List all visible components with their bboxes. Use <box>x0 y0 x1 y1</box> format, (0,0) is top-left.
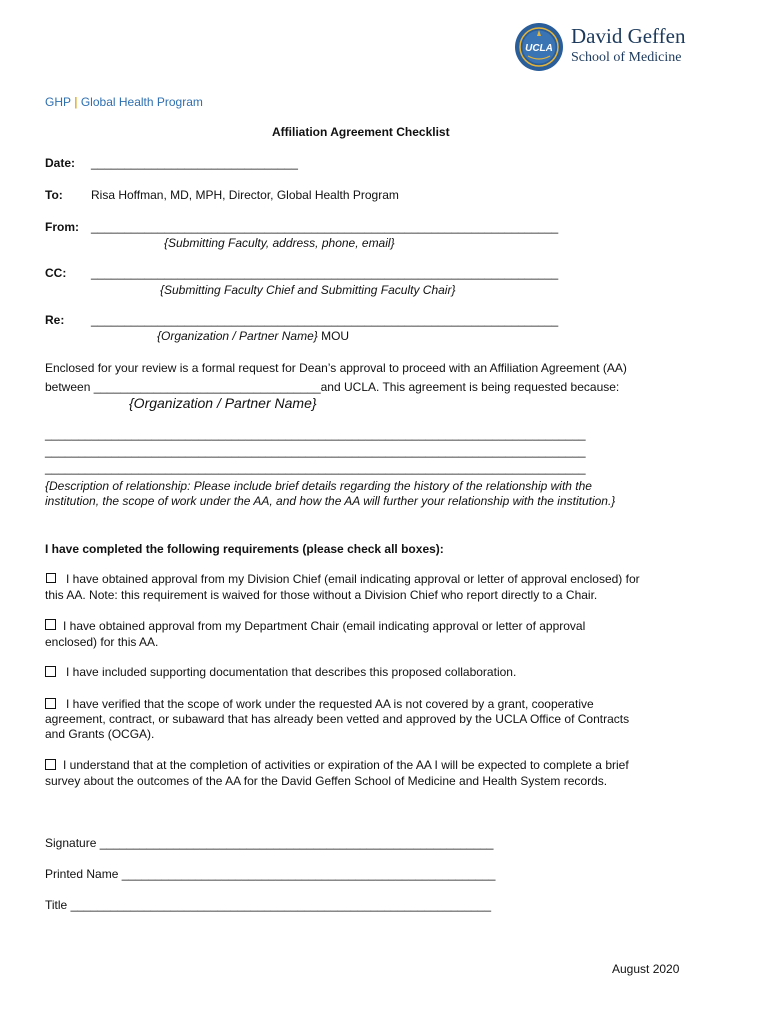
printed-name-label: Printed Name <box>45 867 119 881</box>
requirement-checkbox-4[interactable] <box>45 698 56 709</box>
description-hint-line1: {Description of relationship: Please include brief details regarding the history of the relationship with the <box>45 479 592 493</box>
org-blank: between __________________________________ <box>45 380 321 394</box>
ghp-abbrev: GHP <box>45 95 71 109</box>
cc-hint: {Submitting Faculty Chief and Submitting Faculty Chair} <box>160 283 456 297</box>
date-field-line: _______________________________ <box>91 156 298 170</box>
reason-line-3: _________________________________________________________________________________ <box>45 461 586 475</box>
request-paragraph-line2 <box>45 380 619 395</box>
requirement-5-line2: survey about the outcomes of the AA for the David Geffen School of Medicine and Health System records. <box>45 774 608 788</box>
printed-name-row <box>45 867 495 882</box>
from-field-line: ______________________________________________________________________ <box>91 220 559 234</box>
reason-line-2: _________________________________________________________________________________ <box>45 444 586 458</box>
requirements-heading: I have completed the following requirements (please check all boxes): <box>45 542 444 556</box>
title-label: Title <box>45 898 68 912</box>
requirement-3-line1: I have included supporting documentation that describes this proposed collaboration. <box>66 665 517 679</box>
requirement-4-line2: agreement, contract, or subaward that has already been vetted and approved by the UCLA Office of Contracts <box>45 712 630 726</box>
requirement-5-line1: I understand that at the completion of activities or expiration of the AA I will be expected to complete a brief <box>63 758 629 772</box>
to-value: Risa Hoffman, MD, MPH, Director, Global Health Program <box>91 188 399 202</box>
requirement-checkbox-2[interactable] <box>45 619 56 630</box>
org-hint: {Organization / Partner Name} <box>129 395 317 411</box>
page-title: Affiliation Agreement Checklist <box>272 125 450 139</box>
header-separator: | <box>74 95 78 109</box>
program-header <box>45 95 203 110</box>
ucla-seal-icon <box>514 22 564 72</box>
seal-text: UCLA <box>525 43 553 54</box>
request-paragraph-end: and UCLA. This agreement is being requested because: <box>320 380 620 394</box>
dgsom-logo <box>514 20 684 76</box>
re-field-line: ______________________________________________________________________ <box>91 313 559 327</box>
cc-field-line: ______________________________________________________________________ <box>91 266 559 280</box>
requirement-2-line1: I have obtained approval from my Department Chair (email indicating approval or letter of approval <box>63 619 586 633</box>
signature-line[interactable]: ___________________________________________________________ <box>99 836 494 850</box>
re-hint: {Organization / Partner Name} <box>157 329 318 343</box>
from-label: From: <box>45 220 79 234</box>
signature-label: Signature <box>45 836 97 850</box>
requirement-4-line3: and Grants (OCGA). <box>45 727 155 741</box>
from-hint: {Submitting Faculty, address, phone, email} <box>164 236 395 250</box>
requirement-1-line2: this AA. Note: this requirement is waived for those without a Division Chief who report directly to a Chair. <box>45 588 598 602</box>
cc-label: CC: <box>45 266 67 280</box>
requirement-4-line1: I have verified that the scope of work under the requested AA is not covered by a grant, cooperative <box>66 697 594 711</box>
logo-line1: David Geffen <box>571 24 686 48</box>
logo-line2: School of Medicine <box>571 50 682 65</box>
program-name: Global Health Program <box>80 95 203 109</box>
re-label: Re: <box>45 313 65 327</box>
requirement-checkbox-3[interactable] <box>45 666 56 677</box>
requirement-1-line1: I have obtained approval from my Division Chief (email indicating approval or letter of approval enclosed) for <box>66 572 640 586</box>
reason-line-1: _________________________________________________________________________________ <box>45 427 586 441</box>
signature-row <box>45 836 493 851</box>
to-label: To: <box>45 188 63 202</box>
request-paragraph-line1: Enclosed for your review is a formal request for Dean’s approval to proceed with an Affiliation Agreement (AA) <box>45 361 627 375</box>
date-label: Date: <box>45 156 76 170</box>
requirement-2-line2: enclosed) for this AA. <box>45 635 159 649</box>
re-suffix: MOU <box>317 329 350 343</box>
title-line[interactable]: _______________________________________________________________ <box>70 898 492 912</box>
re-hint-row <box>157 329 349 344</box>
requirement-checkbox-1[interactable] <box>46 573 56 583</box>
description-hint-line2: institution, the scope of work under the AA, and how the AA will further your relationship with the institution.} <box>45 494 616 508</box>
title-row <box>45 898 491 913</box>
requirement-checkbox-5[interactable] <box>45 759 56 770</box>
printed-name-line[interactable]: ________________________________________________________ <box>121 867 496 881</box>
revision-date: August 2020 <box>612 962 680 976</box>
